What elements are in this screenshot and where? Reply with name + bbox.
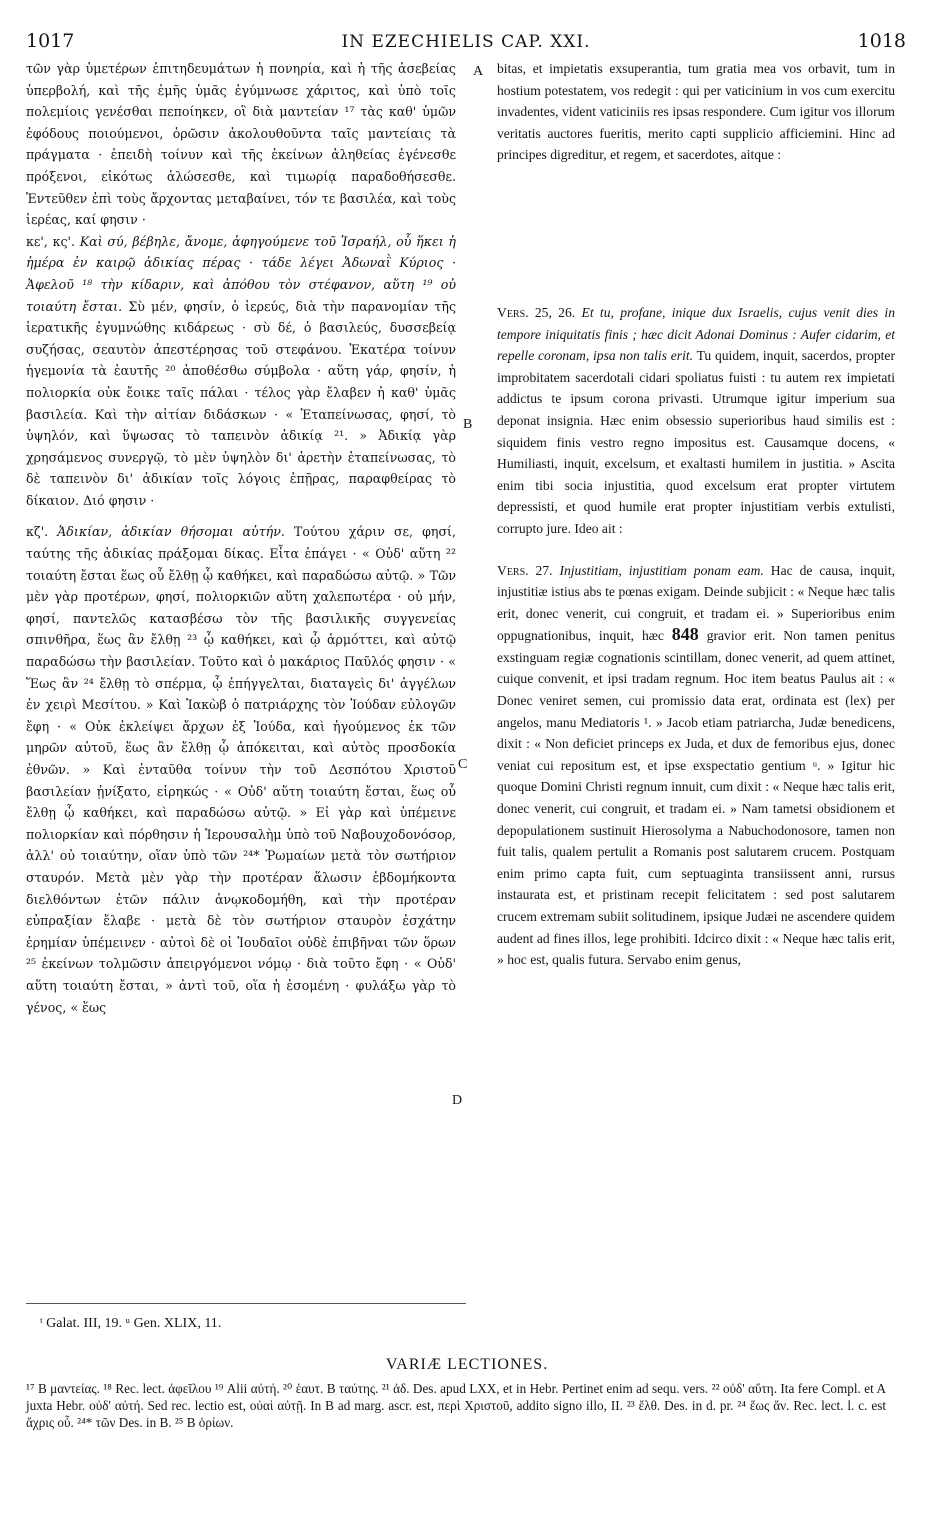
latin-paragraph-2 [497, 302, 895, 540]
margin-marker-c: C [458, 757, 468, 772]
scripture-quote: Καὶ σύ, βέβηλε, ἄνομε, ἀφηγούμενε τοῦ Ἰσραήλ, οὗ ἥκει ἡ ἡμέρα ἐν καιρῷ ἀδικίας πέρας · τάδε λέγει Ἀδωναῒ Κύριος · Ἀφελοῦ ¹⁸ τὴν κίδαριν, καὶ ἀπόθου τὸν στέφανον, αὕτη ¹⁹ οὐ τοιαύτη ἔσται. [26, 233, 456, 314]
commentary-text: gravior erit. Non tamen penitus exstinguam regiæ cognationis scintillam, donec venerit, ad quem attinet, cuique convenit, et ipsi tradam regnum. Hoc item beatus Paulus ait : « Donec veniret semen, cui promissio data erat, ordinata est (lex) per angelos, manu Mediatoris ¹. » Jacob etiam patriarcha, Judæ benedicens, dixit : « Non deficiet princeps ex Juda, et dux de femoribus ejus, donec veniat cui repositum est, et ipse exspectatio gentium ᵘ. » Igitur hic quoque Domini Christi regnum innuit, cum dixit : « Neque hæc talis erit, donec venerit, cui congruit, et tradam ei. » Nam tametsi obsidionem et depopulationem sustinuit Hierosolyma a Nabuchodonosore, tamen non fuit talis, qualem pertulit a Romanis post salutarem crucem. Postquam enim primo capta fuit, cum septuaginta transiissent anni, rursus instaurata est, et pristinam recepit felicitatem : sed post salutarem crucem extremam subiit solitudinem, ipsique Judæi ne ascendere quidem audent ad fines illos, lege prohibiti. Idcirco dixit : « Neque hæc talis erit, » hoc est, qualis futura. Servabo enim genus, [497, 628, 895, 968]
running-title: IN EZECHIELIS CAP. XXI. [341, 32, 591, 52]
page-header [26, 30, 906, 56]
margin-marker-d: D [452, 1093, 463, 1108]
footnote-rule [26, 1303, 466, 1304]
greek-column [26, 58, 456, 1018]
footnote: ᵗ Galat. III, 19. ᵘ Gen. XLIX, 11. [40, 1316, 222, 1331]
margin-marker-a: A [473, 64, 484, 79]
page-number-right: 1018 [857, 30, 906, 52]
verse-label: κζ'. [26, 524, 49, 540]
commentary-text: Τούτου χάριν σε, φησί, ταύτης τῆς ἀδικίας πράξομαι δίκας. Εἶτα ἐπάγει · « Οὐδ' αὕτη ²² τοιαύτη ἔσται ἕως οὗ ἔλθῃ ᾧ καθήκει, καὶ παραδώσω αὐτῷ. » Τῶν μὲν γὰρ προτέρων, φησί, πολιορκιῶν αὕτη χαλεπωτέρα · οὐ μήν, φησί, παντελῶς κατασβέσω τὸν τῆς βασιλικῆς συγγενείας σπινθῆρα, ἕως ἂν ἔλθῃ ²³ ᾧ καθήκει, καὶ ᾧ ἁρμόττει, καὶ αὐτῷ παραδώσω τὴν βασιλείαν. Τοῦτο καὶ ὁ μακάριος Παῦλός φησιν · « Ἕως ἂν ²⁴ ἔλθῃ τὸ σπέρμα, ᾧ ἐπήγγελται, διαταγεὶς δι' ἀγγέλων ἐν χειρὶ Μεσίτου. » Καὶ Ἰακὼβ ὁ πατριάρχης τὸν Ἰούδαν εὐλογῶν ἔφη · « Οὐκ ἐκλείψει ἄρχων ἐξ Ἰούδα, καὶ ἡγούμενος ἐκ τῶν μηρῶν αὐτοῦ, ἕως ἂν ἔλθῃ ᾧ ἀπόκειται, καὶ αὐτὸς προσδοκία ἐθνῶν. » Καὶ ἐνταῦθα τοίνυν τὴν τοῦ Δεσπότου Χριστοῦ βασιλείαν ᾐνίξατο, εἰρηκώς · « Οὐδ' αὕτη τοιαύτη ἔσται, ἕως οὗ ἔλθῃ ᾧ καθήκει, καὶ παραδώσω αὐτῷ. » Εἰ γὰρ καὶ ὑπέμεινε πολιορκίαν καὶ πόρθησιν ἡ Ἱερουσαλὴμ ὑπὸ τοῦ Ναβουχοδονόσορ, ἀλλ' οὐ τοιαύτην, οἵαν ὑπὸ τῶν ²⁴* Ῥωμαίων μετὰ τὸν σωτήριον σταυρόν. Μετὰ μὲν γὰρ τὴν προτέραν ἅλωσιν ἑβδομήκοντα διελθόντων ἐτῶν πάλιν ἀνῳκοδομήθη, καὶ τὴν προτέραν εὐπραξίαν ἔλαβε · μετὰ δὲ τὸν σωτήριον σταυρὸν ἐσχάτην ἐρημίαν ὑπέμεινεν · αὐτοὶ δὲ οἱ Ἰουδαῖοι οὐδὲ ἐπιβῆναι τῶν ὅρων ²⁵ ἐκείνων τολμῶσιν ἀπειργόμενοι νόμῳ · διὰ τοῦτο ἔφη · « Οὐδ' αὕτη τοιαύτη ἔσται, » ἀντὶ τοῦ, οἵα ἡ ἐσομένη · φυλάξω γὰρ τὸ γένος, « ἕως [26, 524, 456, 1015]
latin-column [497, 58, 895, 971]
verse-label: Vers. 27. [497, 562, 553, 578]
variae-lectiones-title: VARIÆ LECTIONES. [385, 1356, 549, 1373]
greek-paragraph-3 [26, 521, 456, 1018]
scripture-quote: Ἀδικίαν, ἀδικίαν θήσομαι αὐτήν. [57, 524, 285, 540]
margin-marker-b: B [463, 417, 473, 432]
commentary-text: Tu quidem, inquit, sacerdos, propter improbitatem sacerdotali cidari spoliatus fuisti : tu autem rex impietati addictus te ipsum corona privasti. Utrumque igitur imperium sua deponat insignia. Hæc enim obsessio superioribus haud similis est : siquidem finis vestro regno impositus est. Causamque docens, « Humiliasti, inquit, excelsum, et exaltasti humilem in justitia. » Ascita enim tibi socia injustitia, quod excelsum erat propter virtutem depressisti, et quod humile erat propter injustitiam verbis extulisti, corrupto jure. Ideo ait : [497, 348, 895, 536]
scripture-quote: Injustitiam, injustitiam ponam eam. [559, 562, 764, 578]
commentary-text: Hac de causa, inquit, injustitiæ istius abs te pœnas exigam. Deinde subjicit : « Neque hæc talis erit, donec venerit, cui congruit, et tradam ei. » Superioribus enim oppugnationibus, inquit, hæc [497, 562, 895, 644]
page-number-left: 1017 [26, 30, 75, 52]
column-number: 848 [671, 624, 699, 645]
latin-paragraph-1: bitas, et impietatis exsuperantia, tum gratia mea vos orbavit, tum in hostium potestatem, vos redegit : qui per vaticinium in vos cum exercitu invadentes, vident vaticiniis res ipsas respondere. Cum igitur vos illorum veritatis auctores fueritis, merito capti supplicio afficiemini. Hinc ad principes digreditur, et regem, et sacerdotes, aitque : [497, 61, 895, 163]
latin-paragraph-3 [497, 560, 895, 971]
greek-paragraph-1: τῶν γὰρ ὑμετέρων ἐπιτηδευμάτων ἡ πονηρία, καὶ ἡ τῆς ἀσεβείας ὑπερβολή, καὶ τῆς ἐμῆς ὑμᾶς ἐγύμνωσε χάριτος, καὶ ὑπὸ τοῖς πολεμίοις γενέσθαι πεποίηκεν, οἳ διὰ μαντείαν ¹⁷ τὰς καθ' ὑμῶν ἐφόδους ποιούμενοι, ὁρῶσιν ἀκολουθοῦντα ταῖς μαντείαις τὰ πράγματα · ἐπειδὴ τοίνυν καὶ τῆς ἐκείνων ἀληθείας ἐγένεσθε πρόξενοι, εἰκότως ἁλώσεσθε, καὶ τιμωρίᾳ παραδοθήσεσθε. Ἐντεῦθεν ἐπὶ τοὺς ἄρχοντας μεταβαίνει, τόν τε βασιλέα, καὶ τοὺς ἱερέας, καί φησιν · [26, 61, 456, 228]
verse-label: Vers. 25, 26. [497, 304, 576, 320]
variae-lectiones-text: ¹⁷ B μαντείας. ¹⁸ Rec. lect. ἀφεῖλου ¹⁹ Alii αὐτή. ²⁰ ἑαυτ. B ταύτης. ²¹ ἀδ. Des. apud LXX, et in Hebr. Pertinet enim ad sequ. vers. ²² οὐδ' αὕτη. Ita fere Compl. et A juxta Hebr. οὐδ' αὐτή. Sed rec. lectio est, οὐαὶ αὐτῇ. In B ad marg. ascr. est, περὶ Χριστοῦ, addito signo illo, II. ²³ ἔλθ. Des. in d. pr. ²⁴ ἕως ἄν. Rec. lect. l. c. est ἄχρις οὗ. ²⁴* τῶν Des. in B. ²⁵ B ὁρίων. [26, 1381, 886, 1430]
commentary-text: Σὺ μέν, φησίν, ὁ ἱερεύς, διὰ τὴν παρανομίαν τῆς ἱερατικῆς ἐγυμνώθης κιδάρεως · σὺ δέ, ὁ βασιλεύς, δυσσεβείᾳ συζήσας, σεαυτὸν ἀπεστέρησας τοῦ στεφάνου. Ἑκατέρα τοίνυν ἡγεμονία τὰ ἑαυτῆς ²⁰ ἀποθέσθω σύμβολα · αὕτη γάρ, φησίν, ἡ πολιορκία οὐκ ἔοικε ταῖς πάλαι · τέλος γὰρ ἔλαβεν ἡ καθ' ὑμᾶς βασιλεία. Καὶ τὴν αἰτίαν διδάσκων · « Ἐταπείνωσας, φησί, τὸ ὑψηλόν, καὶ ὕψωσας τὸ ταπεινὸν ἀδικίᾳ ²¹. » Ἀδικίᾳ γὰρ χρησάμενος συνεργῷ, τὸ μὲν ὑψηλὸν δι' ἀρετὴν ἐταπείνωσας, τὸ δὲ ταπεινὸν δι' ἀδικίαν τοῖς λόγοις ἐπῇρας, παραφθείρας τὸ δίκαιον. Διό φησιν · [26, 298, 456, 508]
greek-paragraph-2 [26, 231, 456, 512]
scripture-quote: Et tu, profane, inique dux Israelis, cujus venit dies in tempore iniquitatis finis ; hæc dicit Adonai Dominus : Aufer cidarim, et repelle coronam, ipsa non talis erit. [497, 304, 895, 364]
verse-label: κε', κς'. [26, 233, 75, 249]
